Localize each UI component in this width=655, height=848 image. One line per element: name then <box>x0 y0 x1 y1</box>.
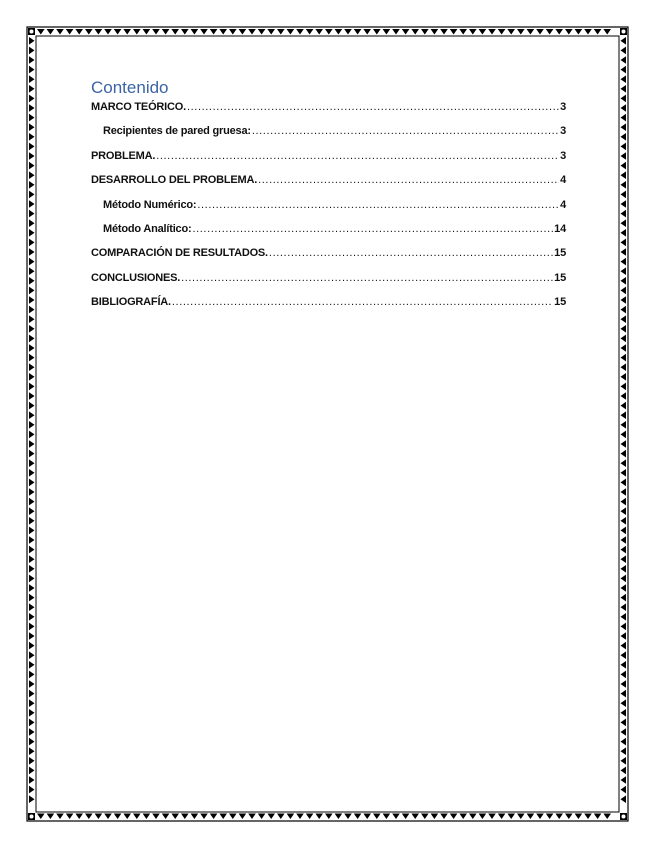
toc-entry-label: MARCO TEÓRICO. <box>91 101 186 113</box>
toc-entry-page: 3 <box>560 149 566 162</box>
toc-list <box>91 100 566 320</box>
dot-leader <box>258 173 559 187</box>
toc-entry[interactable] <box>91 246 566 270</box>
toc-entry-label: CONCLUSIONES. <box>91 271 181 284</box>
toc-entry[interactable] <box>91 222 566 246</box>
toc-entry-page: 4 <box>560 198 566 211</box>
toc-entry-page: 15 <box>554 296 566 309</box>
table-of-contents <box>91 78 566 320</box>
toc-entry[interactable] <box>91 100 566 124</box>
toc-entry-page: 14 <box>554 222 566 235</box>
toc-entry-page: 4 <box>560 174 566 187</box>
toc-entry-label: PROBLEMA. <box>91 149 156 162</box>
toc-title: Contenido <box>91 78 169 97</box>
toc-entry[interactable] <box>91 173 566 197</box>
dot-leader <box>181 271 553 285</box>
toc-entry[interactable] <box>91 149 566 173</box>
toc-entry[interactable] <box>91 198 566 222</box>
dot-leader <box>269 246 553 260</box>
toc-entry-page: 3 <box>560 101 566 113</box>
dot-leader <box>197 198 559 212</box>
toc-entry-label: Recipientes de pared gruesa: <box>103 125 251 138</box>
dot-leader <box>192 222 553 236</box>
toc-entry-label: COMPARACIÓN DE RESULTADOS. <box>91 247 268 260</box>
toc-entry-label: DESARROLLO DEL PROBLEMA. <box>91 174 258 187</box>
toc-entry-page: 15 <box>554 271 566 284</box>
dot-leader <box>172 295 553 309</box>
toc-entry-label: Método Analítico: <box>103 222 192 235</box>
dot-leader <box>187 100 559 114</box>
dot-leader <box>156 149 559 163</box>
toc-entry-label: BIBLIOGRAFÍA. <box>91 296 171 309</box>
toc-entry[interactable] <box>91 271 566 295</box>
toc-entry[interactable] <box>91 295 566 319</box>
toc-entry-page: 15 <box>554 247 566 260</box>
toc-entry-page: 3 <box>560 125 566 138</box>
toc-entry-label: Método Numérico: <box>103 198 197 211</box>
toc-entry[interactable] <box>91 124 566 148</box>
dot-leader <box>252 124 559 138</box>
